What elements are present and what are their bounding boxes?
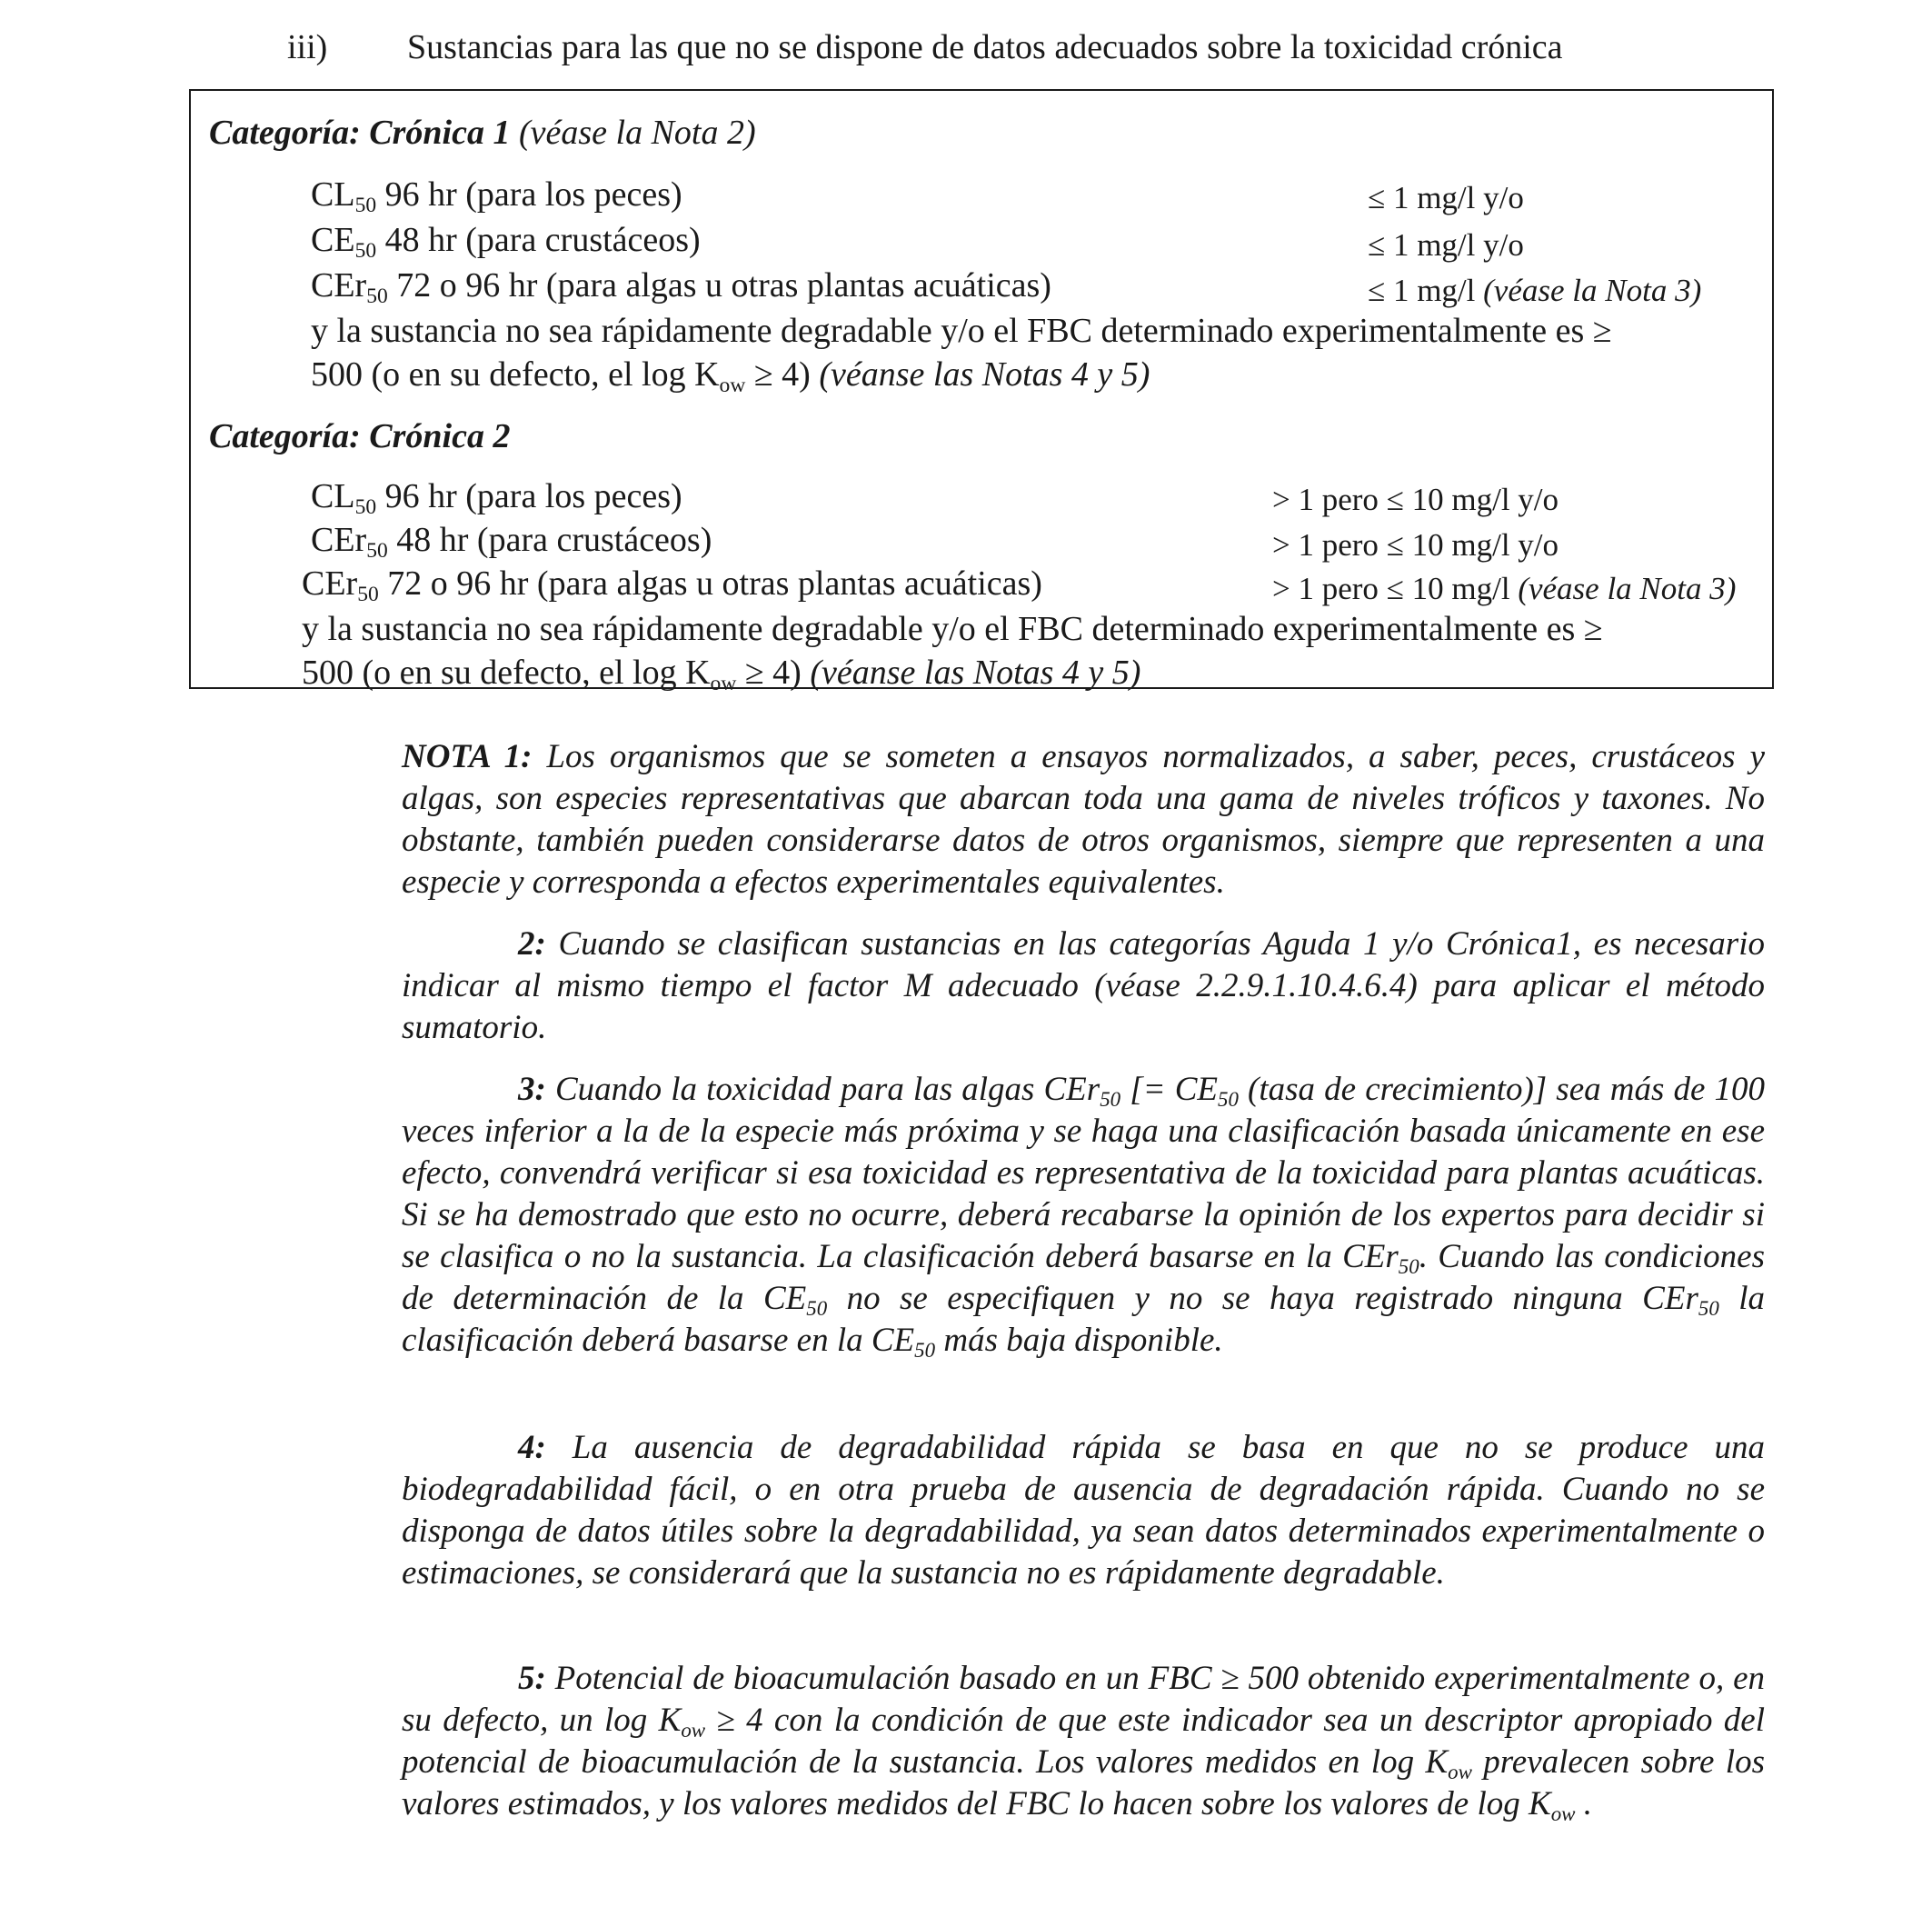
cat1-row-3-value: ≤ 1 mg/l (véase la Nota 3) — [1368, 273, 1702, 308]
cat1-row-3-label: CEr$_{50}$ 72 o 96 hr (para algas u otras plantas acuáticas) — [311, 266, 1051, 309]
category-title-text: Categoría: Crónica 1 — [209, 114, 511, 152]
category-note: (véase la Nota 2) — [518, 114, 756, 152]
category-chronic-2-title: Categoría: Crónica 2 — [209, 417, 511, 455]
cat1-condition-line-1: y la sustancia no sea rápidamente degradable y/o el FBC determinado experimentalmente es ≥ — [311, 312, 1612, 350]
cat1-row-2-label: $CE_{50}$ 48 hr (para crustáceos) — [311, 221, 701, 264]
cat2-row-2-value: > 1 pero ≤ 10 mg/l y/o — [1272, 527, 1559, 563]
cat2-row-3-label: CEr$_{50}$ 72 o 96 hr (para algas u otras plantas acuáticas) — [302, 564, 1042, 607]
note-1: NOTA 1: Los organismos que se someten a ensayos normalizados, a saber, peces, crustáceos y algas, son especies representativas que abarcan toda una gama de niveles tróficos y taxones. No obstante, también pueden considerarse datos de otros organismos, siempre que representen a una especie y corresponda a efectos experimentales equivalentes. — [402, 738, 1765, 901]
cat1-row-1-label: $CL_{50}$ 96 hr (para los peces) — [311, 175, 682, 218]
section-number: iii) — [287, 28, 328, 66]
cat2-row-1-label: $CL_{50}$ 96 hr (para los peces) — [311, 477, 682, 520]
note-4: 4: La ausencia de degradabilidad rápida se basa en que no se produce una biodegradabilidad fácil, o en otra prueba de ausencia de degradación rápida. Cuando no se disponga de datos útiles sobre la degradabilidad, ya sean datos determinados experimentalmente o estimaciones, se considerará que la sustancia no es rápidamente degradable. — [402, 1429, 1765, 1592]
cat2-row-3-value: > 1 pero ≤ 10 mg/l (véase la Nota 3) — [1272, 571, 1737, 606]
note-5: 5: Potencial de bioacumulación basado en un FBC ≥ 500 obtenido experimentalmente o, en su defecto, un $\log K_{ow} \ge 4$ con la condición de que este indicador sea un descriptor apropiado del potencial de bioacumulación de la sustancia. Los valores medidos en $\log K_{ow}$ prevalecen sobre los valores estimados, y los valores medidos del FBC lo hacen sobre los valores de $\log K_{ow}$ . — [402, 1660, 1765, 1825]
section-heading: Sustancias para las que no se dispone de datos adecuados sobre la toxicidad crónica — [407, 28, 1563, 66]
cat1-row-1-value: ≤ 1 mg/l y/o — [1368, 180, 1524, 215]
cat2-row-2-label: CEr$_{50}$ 48 hr (para crustáceos) — [311, 521, 712, 564]
cat2-row-1-value: > 1 pero ≤ 10 mg/l y/o — [1272, 482, 1559, 517]
category-chronic-1-title — [209, 113, 756, 153]
cat1-condition-line-2: 500 (o en su defecto, el $\log K_{ow} \ge 4$) (véanse las Notas 4 y 5) — [311, 355, 1150, 398]
cat2-condition-line-2: 500 (o en su defecto, el $\log K_{ow} \ge 4$) (véanse las Notas 4 y 5) — [302, 654, 1141, 696]
note-3: 3: Cuando la toxicidad para las algas CEr$_{50}$ [= $CE_{50}$ (tasa de crecimiento)] sea más de 100 veces inferior a la de la especie más próxima y se haga una clasificación basada únicamente en ese efecto, convendrá verificar si esa toxicidad es representativa de la toxicidad para plantas acuáticas. Si se ha demostrado que esto no ocurre, deberá recabarse la opinión de los expertos para decidir si se clasifica o no la sustancia. La clasificación deberá basarse en la CEr$_{50}$. Cuando las condiciones de determinación de la $CE_{50}$ no se especifiquen y no se haya registrado ninguna CEr$_{50}$ la clasificación deberá basarse en la $CE_{50}$ más baja disponible. — [402, 1071, 1765, 1362]
note-2: 2: Cuando se clasifican sustancias en las categorías Aguda 1 y/o Crónica1, es necesario indicar al mismo tiempo el factor M adecuado (véase 2.2.9.1.10.4.6.4) para aplicar el método sumatorio. — [402, 925, 1765, 1046]
cat2-condition-line-1: y la sustancia no sea rápidamente degradable y/o el FBC determinado experimentalmente es ≥ — [302, 610, 1603, 648]
cat1-row-2-value: ≤ 1 mg/l y/o — [1368, 227, 1524, 263]
